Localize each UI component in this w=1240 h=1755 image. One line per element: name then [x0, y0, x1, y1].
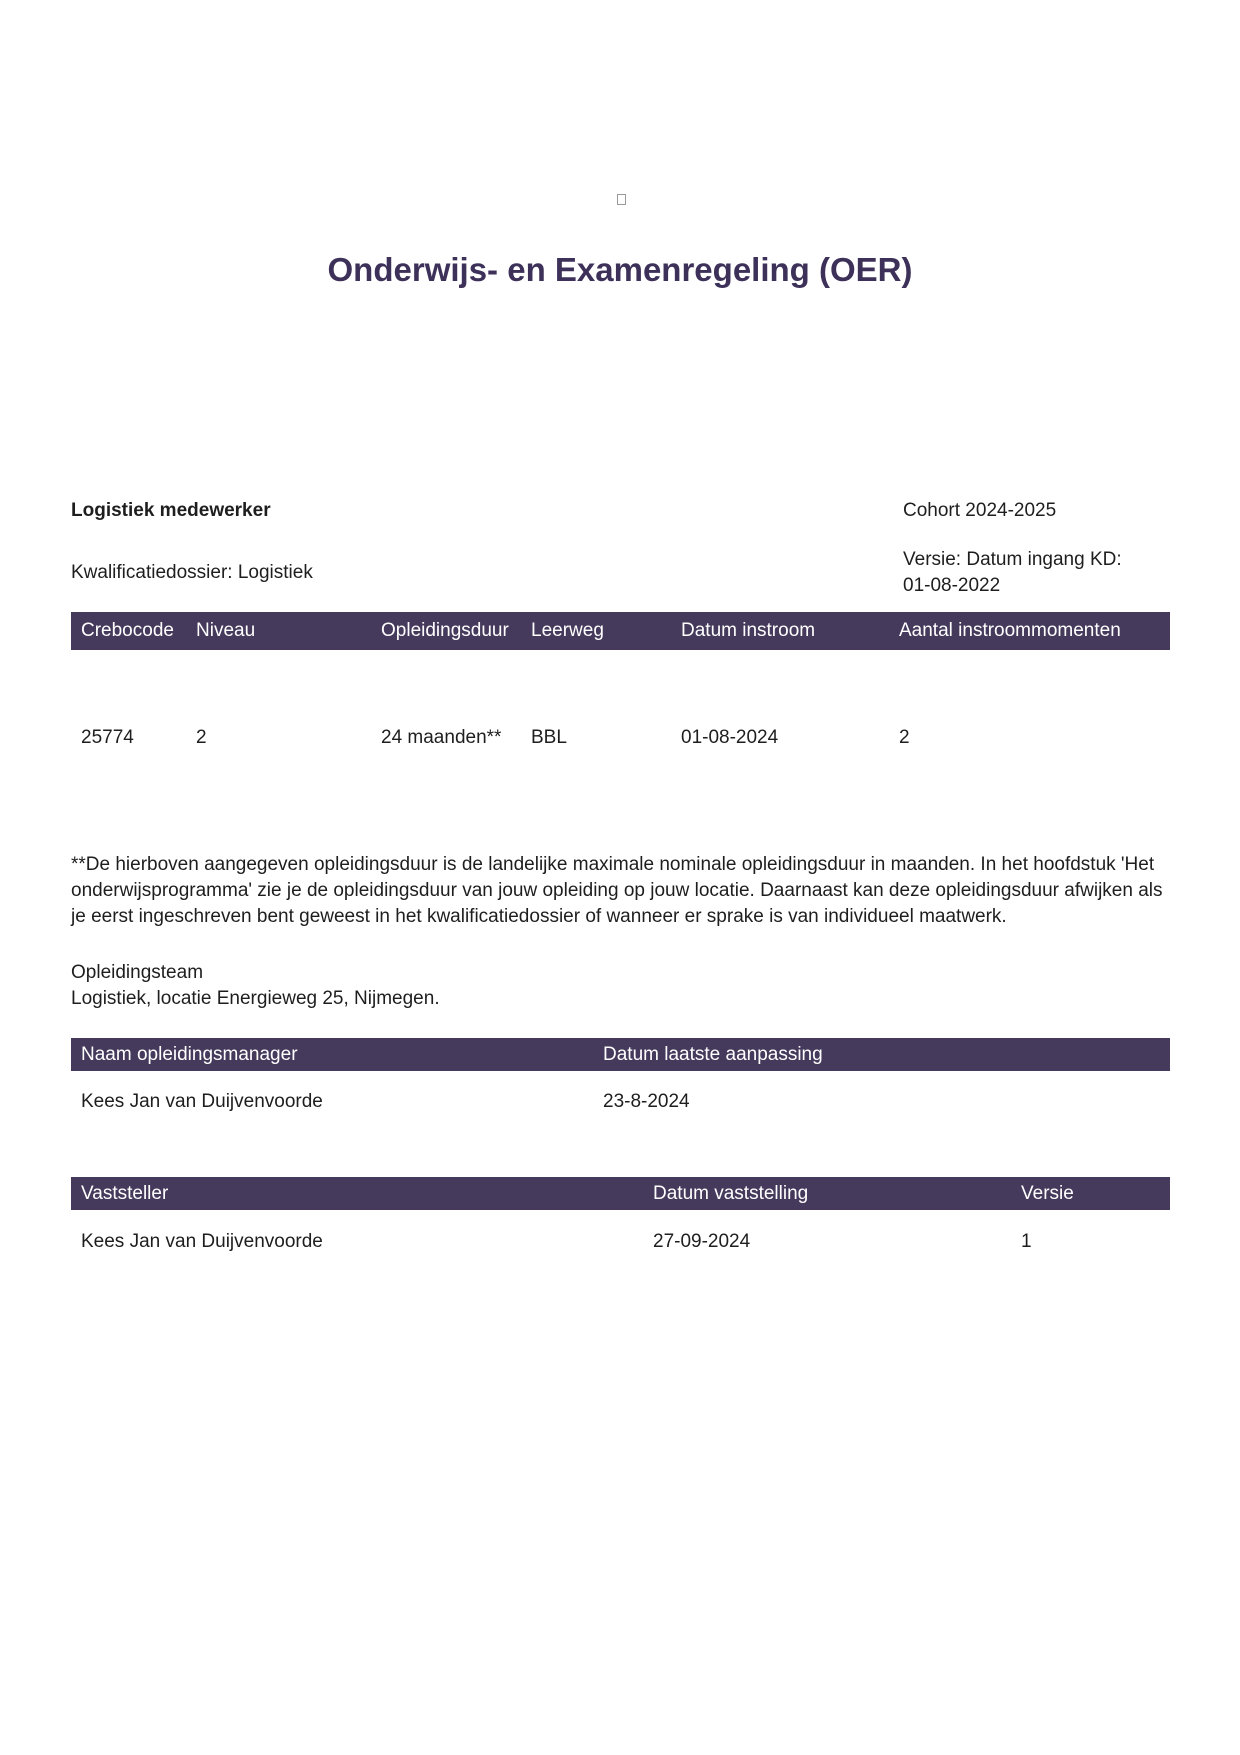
team-title: Opleidingsteam	[71, 962, 204, 983]
header-datum-instroom: Datum instroom	[681, 620, 816, 641]
program-table-header	[71, 612, 1170, 650]
version-label	[903, 547, 1170, 599]
cohort-label: Cohort 2024-2025	[903, 500, 1057, 521]
cell-vaststeller-naam: Kees Jan van Duijvenvoorde	[81, 1231, 323, 1252]
version-line-1: Versie: Datum ingang KD:	[903, 549, 1122, 570]
header-datum-laatste-aanpassing: Datum laatste aanpassing	[603, 1043, 823, 1065]
header-crebocode: Crebocode	[81, 620, 174, 641]
cell-datum-vaststelling: 27-09-2024	[653, 1231, 751, 1252]
cell-niveau: 2	[196, 727, 207, 748]
approval-table	[71, 1177, 1170, 1252]
meta-row-qualification	[71, 547, 1170, 599]
cell-aantal-instroommomenten: 2	[899, 727, 910, 748]
manager-table-header	[71, 1038, 1170, 1071]
team-location: Logistiek, locatie Energieweg 25, Nijmegen.	[71, 988, 440, 1009]
cell-manager-naam: Kees Jan van Duijvenvoorde	[81, 1091, 323, 1112]
header-leerweg: Leerweg	[531, 620, 604, 641]
cell-leerweg: BBL	[531, 727, 567, 748]
cell-datum-instroom: 01-08-2024	[681, 727, 779, 748]
page-content	[71, 498, 1170, 1252]
header-versie: Versie	[1021, 1182, 1074, 1204]
header-niveau: Niveau	[196, 620, 256, 641]
header-naam-opleidingsmanager: Naam opleidingsmanager	[81, 1043, 298, 1065]
missing-image-icon	[617, 194, 626, 205]
approval-table-header	[71, 1177, 1170, 1210]
header-datum-vaststelling: Datum vaststelling	[653, 1182, 809, 1204]
duration-footnote: **De hierboven aangegeven opleidingsduur is de landelijke maximale nominale opleidingsduur in maanden. In het hoofdstuk 'Het onderwijsprogramma' zie je de opleidingsduur van jouw opleiding op jouw locatie. Daarnaast kan deze opleidingsduur afwijken als je eerst ingeschreven bent geweest in het kwalificatiedossier of wanneer er sprake is van individueel maatwerk.	[71, 854, 1163, 927]
version-line-2: 01-08-2022	[903, 575, 1001, 596]
header-vaststeller: Vaststeller	[81, 1182, 169, 1204]
page-title: Onderwijs- en Examenregeling (OER)	[327, 251, 913, 288]
program-name: Logistiek medewerker	[71, 500, 271, 521]
cell-opleidingsduur: 24 maanden**	[381, 727, 502, 748]
manager-table	[71, 1038, 1170, 1112]
meta-row-program	[71, 498, 1170, 524]
cell-laatste-aanpassing: 23-8-2024	[603, 1091, 690, 1112]
approval-table-row	[71, 1210, 1170, 1252]
header-opleidingsduur: Opleidingsduur	[381, 620, 509, 641]
cell-crebocode: 25774	[81, 727, 134, 748]
cell-versie: 1	[1021, 1231, 1032, 1252]
program-table-row	[71, 650, 1170, 748]
header-aantal-instroommomenten: Aantal instroommomenten	[899, 620, 1121, 641]
manager-table-row	[71, 1071, 1170, 1112]
program-table	[71, 612, 1170, 748]
qualification-label: Kwalificatiedossier: Logistiek	[71, 562, 313, 583]
team-block	[71, 960, 1170, 1012]
